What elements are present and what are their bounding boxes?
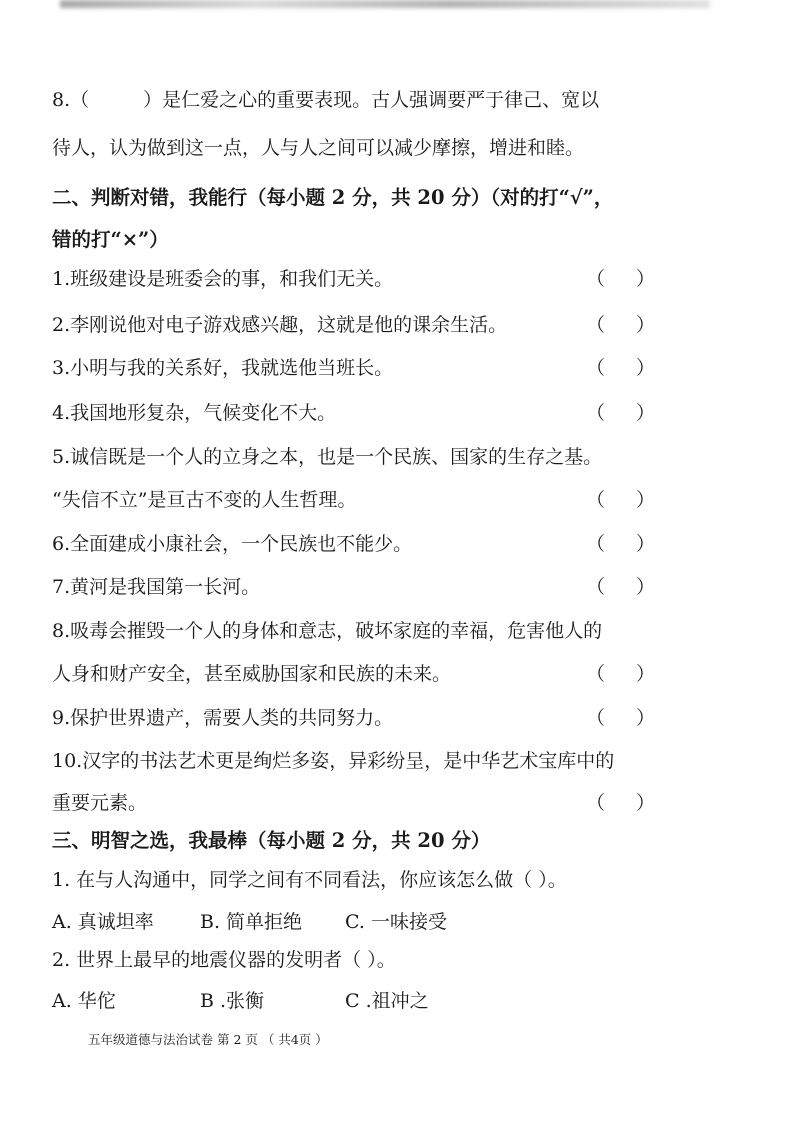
judge-item-5: 5.诚信既是一个人的立身之本，也是一个民族、国家的生存之基。 [52, 446, 603, 468]
choice-option-1a[interactable]: A. 真诚坦率 [52, 911, 154, 933]
judge-item-7: 7.黄河是我国第一长河。 [52, 576, 261, 598]
choice-question-2: 2. 世界上最早的地震仪器的发明者（ ）。 [52, 949, 396, 971]
judge-item-10: 10.汉字的书法艺术更是绚烂多姿，异彩纷呈，是中华艺术宝库中的 [52, 750, 615, 772]
choice-option-2c[interactable]: C .祖冲之 [345, 990, 429, 1012]
fill-question-8-line1 [52, 88, 599, 112]
blank-close: ） [143, 89, 163, 111]
question-text: 是仁爱之心的重要表现。古人强调要严于律己、宽以 [162, 89, 600, 111]
judge-item-4: 4.我国地形复杂，气候变化不大。 [52, 402, 337, 424]
choice-question-1: 1. 在与人沟通中，同学之间有不同看法，你应该怎么做（ ）。 [52, 869, 567, 891]
judge-item-6: 6.全面建成小康社会，一个民族也不能少。 [52, 533, 413, 555]
choice-option-2b[interactable]: B .张衡 [200, 990, 265, 1012]
judge-item-1: 1.班级建设是班委会的事，和我们无关。 [52, 268, 394, 290]
question-number: 8. [52, 89, 71, 111]
judge-item-3: 3.小明与我的关系好，我就选他当班长。 [52, 357, 394, 379]
judge-item-9: 9.保护世界遗产，需要人类的共同努力。 [52, 707, 394, 729]
judge-item-8-cont: 人身和财产安全，甚至威胁国家和民族的未来。 [52, 663, 452, 685]
choice-option-1c[interactable]: C. 一味接受 [345, 911, 447, 933]
judge-item-10-cont: 重要元素。 [52, 792, 148, 814]
section-2-title: 二、判断对错，我能行（每小题 2 分，共 20 分）（对的打“√”， [52, 186, 614, 209]
choice-option-2a[interactable]: A. 华佗 [52, 990, 116, 1012]
section-2-title-cont: 错的打“×”） [52, 228, 169, 251]
scan-edge-smudge [60, 0, 710, 8]
fill-question-8-line2: 待人，认为做到这一点，人与人之间可以减少摩擦，增进和睦。 [52, 137, 585, 159]
judge-item-5-cont: “失信不立”是亘古不变的人生哲理。 [52, 489, 357, 511]
choice-option-1b[interactable]: B. 简单拒绝 [200, 911, 303, 933]
blank-open: （ [70, 89, 90, 111]
judge-item-8: 8.吸毒会摧毁一个人的身体和意志，破坏家庭的幸福，危害他人的 [52, 620, 603, 642]
judge-item-2: 2.李刚说他对电子游戏感兴趣，这就是他的课余生活。 [52, 314, 508, 336]
page-footer: 五年级道德与法治试卷 第 2 页 （ 共4页 ） [88, 1032, 328, 1047]
section-3-title: 三、明智之选，我最棒（每小题 2 分，共 20 分） [52, 829, 491, 852]
